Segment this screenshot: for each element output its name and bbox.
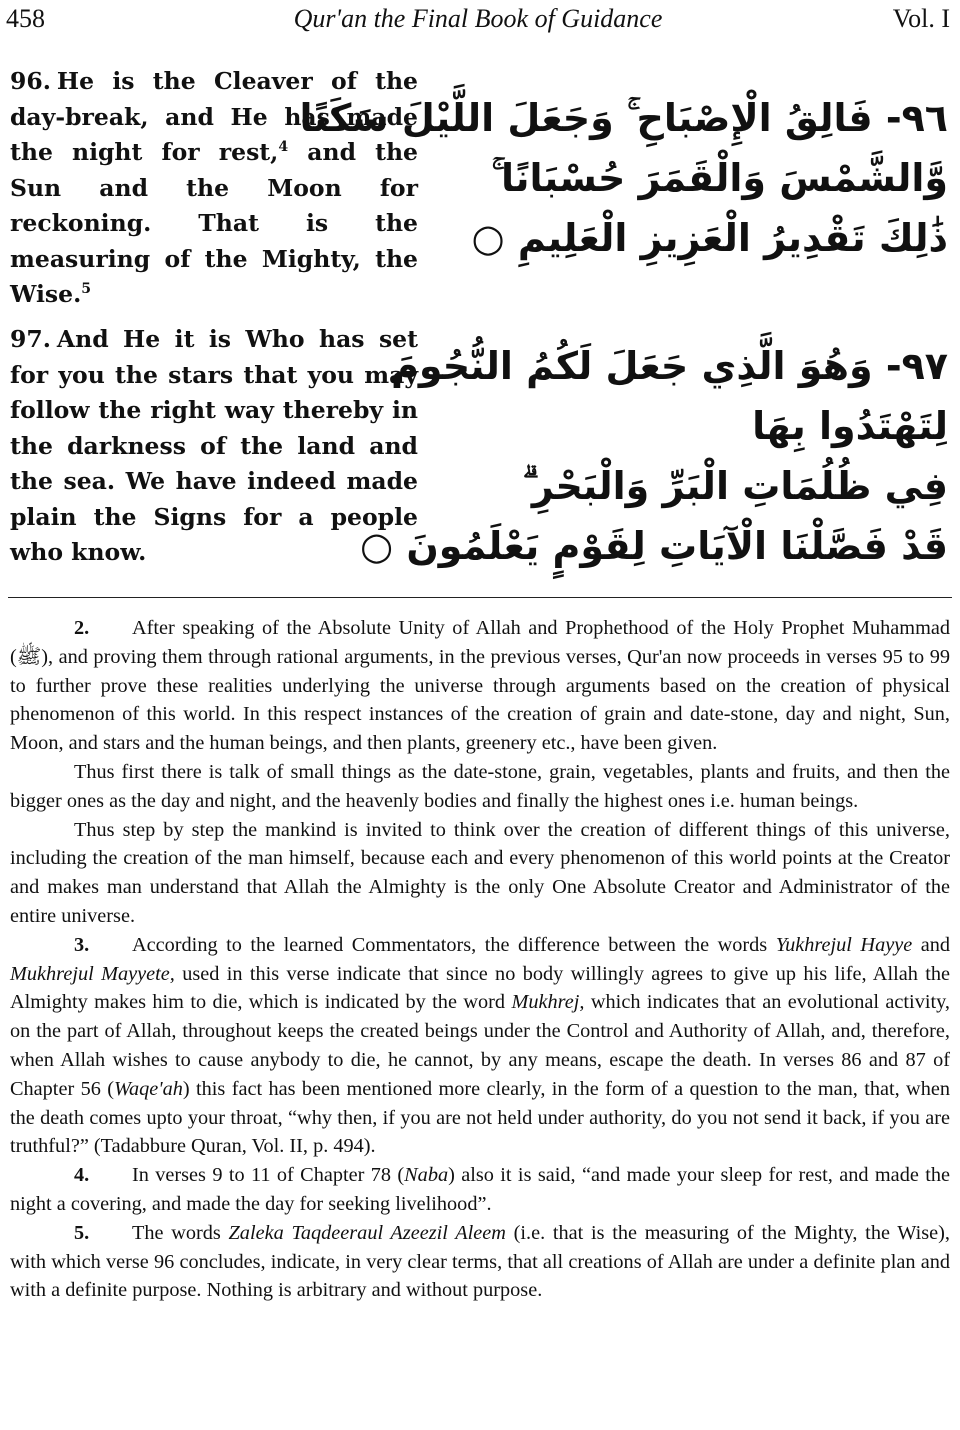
footnote-text: ) this fact has been mentioned more clearly, in the form of a question to the man, that, when the death comes upto your throat, “why then, if you are not held under authority, do you not send it back, if you are truthful?” (Tadabbure Quran, Vol. II, p. 494). bbox=[10, 1077, 950, 1158]
footnote-text: The words bbox=[132, 1221, 229, 1244]
footnote-label: 4. bbox=[74, 1164, 90, 1187]
italic-term: Waqe'ah bbox=[113, 1077, 183, 1100]
arabic-line: قَدْ فَصَّلْنَا الْآيَاتِ لِقَوْمٍ يَعْلَمُونَ ○ bbox=[359, 524, 948, 568]
verse-97-arabic bbox=[359, 336, 948, 576]
footnote-text: which indicates that an evolutional activity, on the part of Allah, throughout keeps the created beings under the Control and Authority of Allah, and, therefore, when Allah wishes to cause anybody to die, he cannot, by any means, escape the death. In verses 86 and 87 of Chapter 56 ( bbox=[10, 991, 950, 1100]
footnote-divider bbox=[8, 597, 952, 598]
footnote-4 bbox=[10, 1161, 950, 1219]
arabic-line: وَّالشَّمْسَ وَالْقَمَرَ حُسْبَانًا ۚ bbox=[491, 156, 948, 200]
footnote-text: and bbox=[912, 933, 950, 956]
page-number: 458 bbox=[6, 4, 45, 33]
italic-term: Zaleka Taqdeeraul Azeezil Aleem bbox=[228, 1221, 506, 1244]
arabic-line: لِتَهْتَدُوا بِهَا bbox=[752, 404, 948, 448]
footnote-text: Thus step by step the mankind is invited to think over the creation of different things of this universe, including the creation of the man himself, because each and every phenomenon of this world points at the Creator and makes man understand that Allah the Almighty is the only One Absolute Creator and Administrator of the entire universe. bbox=[10, 818, 950, 927]
verse-text: And He it is Who has set for you the stars that you may follow the right way thereby in the darkness of the land and the sea. We have indeed made plain the Signs for a people who know. bbox=[10, 325, 418, 566]
footnote-3 bbox=[10, 931, 950, 1161]
footnote-label: 2. bbox=[74, 617, 90, 639]
footnote-text: After speaking of the Absolute Unity of Allah and Prophethood of the Holy Prophet Muhammad (ﷺ), and proving them through rational arguments, in the previous verses, Qur'an now proceeds in verses 95 to 99 to further prove these realities underlying the universe through arguments based on the creation of physical phenomenon of this world. In this respect instances of the creation of grain and date-stone, day and night, Sun, Moon, and stars and the human beings, and then plants, greenery etc., have been given. bbox=[10, 617, 950, 755]
book-title: Qur'an the Final Book of Guidance bbox=[293, 4, 663, 33]
arabic-line: ذَٰلِكَ تَقْدِيرُ الْعَزِيزِ الْعَلِيمِ ○ bbox=[471, 216, 948, 260]
italic-term: Yukhrejul Hayye bbox=[775, 933, 913, 956]
footnote-ref: 4 bbox=[278, 139, 289, 156]
verse-text: and the Sun and the Moon for reckoning. That is the measuring of the Mighty, the Wise. bbox=[10, 138, 418, 308]
italic-term: Mukhrejul Mayyete, bbox=[10, 962, 175, 985]
footnote-2-paragraph bbox=[10, 816, 950, 931]
arabic-line: ٩٦- فَالِقُ الْإِصْبَاحِ ۚ وَجَعَلَ اللَّيْلَ سَكَنًا bbox=[299, 96, 948, 140]
volume-label: Vol. I bbox=[892, 4, 950, 33]
footnote-text: ) also it is said, “and made your sleep for rest, and made the night a covering, and made the day for seeking livelihood”. bbox=[10, 1164, 950, 1215]
arabic-line: ٩٧- وَهُوَ الَّذِي جَعَلَ لَكُمُ النُّجُومَ bbox=[391, 344, 948, 388]
italic-term: Mukhrej, bbox=[511, 991, 585, 1014]
footnote-2-paragraph bbox=[10, 758, 950, 816]
italic-term: Naba bbox=[404, 1164, 449, 1187]
footnote-label: 5. bbox=[74, 1221, 90, 1244]
verse-number: 96. bbox=[10, 67, 51, 95]
footnote-text: used in this verse indicate that since no body willingly agrees to give up his life, Allah the Almighty makes him to die, which is indicated by the word bbox=[10, 962, 951, 1014]
footnotes bbox=[10, 614, 950, 1305]
verse-number: 97. bbox=[10, 325, 51, 353]
verse-96-arabic bbox=[299, 88, 948, 268]
verse-text: He is the Cleaver of the day-break, and He has made the night for rest, bbox=[10, 67, 418, 166]
footnote-ref: 5 bbox=[81, 281, 92, 298]
footnote-text: In verses 9 to 11 of Chapter 78 ( bbox=[132, 1164, 405, 1187]
footnote-text: According to the learned Commentators, the difference between the words bbox=[132, 933, 776, 956]
verse-97-translation bbox=[10, 322, 418, 571]
footnote-text: Thus first there is talk of small things as the date-stone, grain, vegetables, plants and fruits, and then the bigger ones as the day and night, and the heavenly bodies and finally the highest ones i.e. human beings. bbox=[10, 760, 950, 812]
page-header bbox=[6, 2, 950, 36]
footnote-2 bbox=[10, 614, 950, 758]
footnote-label: 3. bbox=[74, 933, 90, 956]
footnote-5 bbox=[10, 1219, 950, 1305]
arabic-line: فِي ظُلُمَاتِ الْبَرِّ وَالْبَحْرِ ۗ bbox=[522, 464, 948, 508]
footnote-text: (i.e. that is the measuring of the Mighty, the Wise), with which verse 96 concludes, indicate, in very clear terms, that all creations of Allah are under a definite plan and with a definite purpose. Nothing is arbitrary and without purpose. bbox=[10, 1221, 950, 1302]
